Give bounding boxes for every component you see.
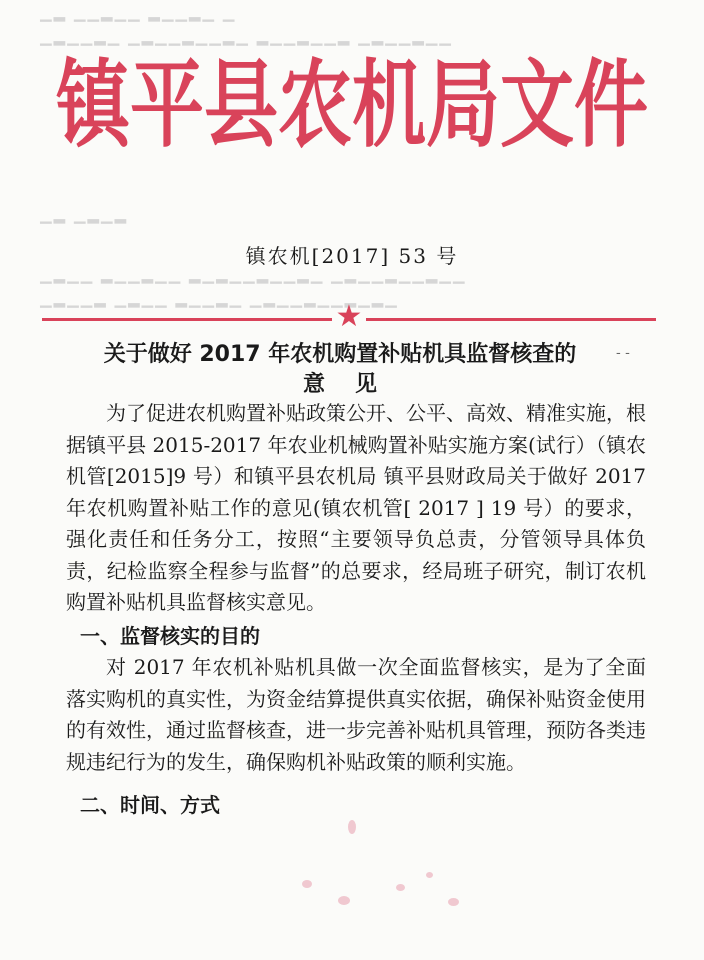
star-icon: ★ — [335, 299, 363, 334]
section-1-paragraph: 对 2017 年农机补贴机具做一次全面监督核实，是为了全面落实购机的真实性，为资金结算提供真实依据，确保补贴资金使用的有效性，通过监督核查，进一步完善补贴机具管理，预防各类违规违纪行为的发生，确保购机补贴政策的顺利实施。 — [66, 655, 646, 774]
show-through-line: ▁▂▁▁▂ ▁▂▁▁ ▂▁▁▂▁ ▁▂▁▁▂▁▁▂▁▂▁ — [40, 290, 399, 308]
stamp-mark — [396, 884, 405, 891]
title-line-2: 意见 — [302, 372, 407, 397]
show-through-line: ▁▂▁▁ ▂▁▁▂▁▁ ▂▁▂▁▁▂▁▁▂▁ ▁▂▁▁▂▁▁▂▁▁ — [40, 266, 467, 284]
stamp-mark — [448, 898, 459, 906]
stamp-mark — [338, 896, 350, 905]
margin-mark: - - — [616, 345, 630, 361]
show-through-line: ▁▂ ▁▂▁▂ — [40, 206, 128, 224]
title-line-1: 关于做好 2017 年农机购置补贴机具监督核查的 — [103, 342, 577, 367]
stamp-mark — [348, 820, 356, 834]
stamp-mark — [426, 872, 433, 878]
stamp-mark — [302, 880, 312, 888]
section-2-heading: 二、时间、方式 — [80, 793, 220, 817]
red-divider-right — [366, 318, 656, 321]
section-1-heading: 一、监督核实的目的 — [80, 623, 260, 648]
show-through-line: ▁▂▁▁▂▁ ▁▂▁▁▂▁▁▂▁ ▂▁▁▂▁▁▂ ▁▂▁▁▂▁▁ — [40, 28, 453, 46]
document-masthead: 镇平县农机局文件 — [56, 50, 648, 161]
document-body — [66, 398, 646, 822]
document-number: 镇农机[2017] 53 号 — [245, 244, 459, 268]
intro-paragraph: 为了促进农机购置补贴政策公开、公平、高效、精准实施，根据镇平县 2015-2017 年农业机械购置补贴实施方案(试行）（镇农机管[2015]9 号）和镇平县农机局 镇平县财政局关于做好 2017 年农机购置补贴工作的意见(镇农机管[ 2017 ] 19 号）的要求，强化责任和任务分工，按照“主要领导负总责，分管领导具体负责，纪检监察全程参与监督”的总要求，经局班子研究，制订农机购置补贴机具监督核实意见。 — [66, 401, 646, 614]
red-divider-left — [42, 318, 332, 321]
show-through-line: ▁▂ ▁▁▂▁▁ ▂▁▁▂▁ ▁ — [40, 4, 237, 22]
document-title — [60, 340, 620, 400]
